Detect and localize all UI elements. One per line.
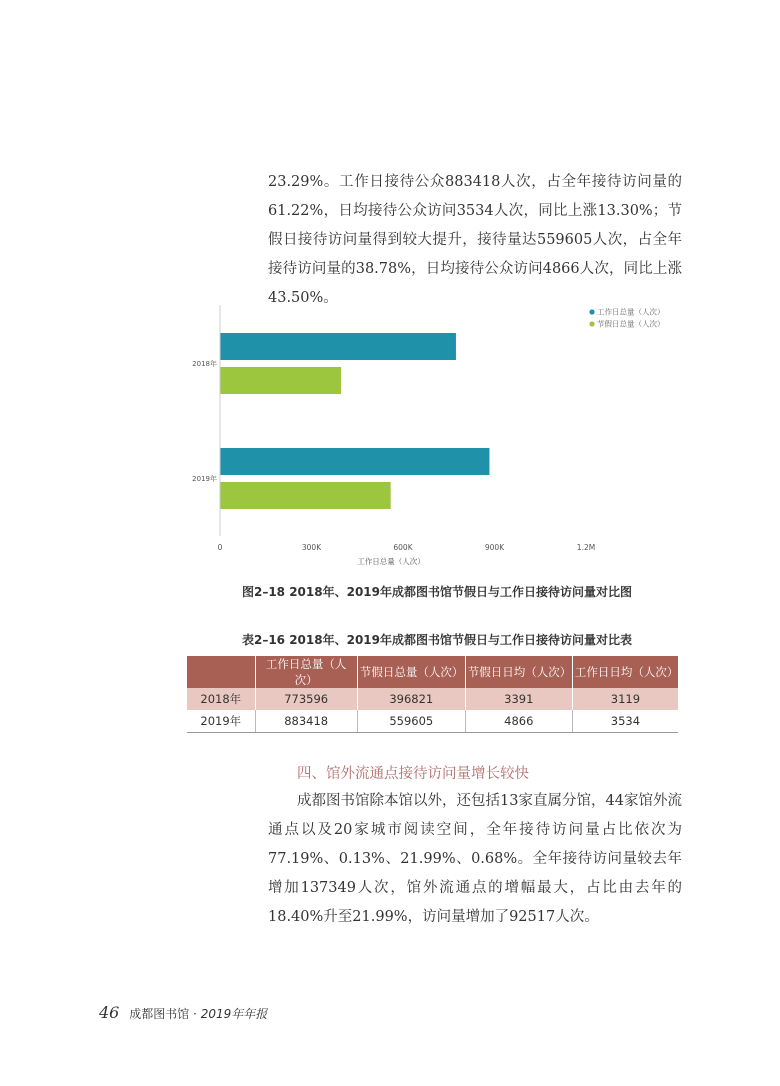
chart-bars	[220, 333, 489, 509]
chart-bar	[220, 333, 456, 360]
table-row	[187, 710, 678, 733]
legend-label: 节假日总量（人次）	[597, 319, 665, 329]
table-header-row	[187, 656, 678, 688]
table-caption: 表2–16 2018年、2019年成都图书馆节假日与工作日接待访问量对比表	[241, 633, 633, 647]
page-number: 46	[99, 1003, 120, 1022]
visit-comparison-table	[187, 656, 678, 733]
table-header-cell: 工作日日均（人次）	[572, 656, 678, 688]
x-axis-label: 工作日总量（人次）	[357, 557, 425, 566]
footer-library-name: 成都图书馆	[129, 1007, 190, 1021]
table-cell: 773596	[255, 688, 357, 710]
table-cell: 883418	[255, 710, 357, 733]
table-cell: 3391	[465, 688, 572, 710]
footer-report-title: 2019年年报	[200, 1007, 268, 1021]
section-heading: 四、馆外流通点接待访问量增长较快	[297, 766, 529, 782]
chart-bar	[220, 482, 391, 509]
legend-marker	[589, 321, 594, 326]
visit-comparison-chart	[185, 300, 685, 572]
table-header-cell	[187, 656, 255, 688]
x-tick-label: 0	[217, 543, 223, 552]
legend-label: 工作日总量（人次）	[597, 307, 665, 317]
table-cell: 2018年	[187, 688, 255, 710]
paragraph-outreach-points: 成都图书馆除本馆以外，还包括13家直属分馆，44家馆外流通点以及20家城市阅读空间，全年接待访问量占比依次为77.19%、0.13%、21.99%、0.68%。全年接待访问量较去年增加137349人次，馆外流通点的增幅最大，占比由去年的18.40%升至21.99%，访问量增加了92517人次。	[268, 793, 682, 925]
y-tick-labels	[192, 359, 217, 483]
y-tick-label: 2018年	[192, 360, 217, 368]
legend-marker	[589, 309, 594, 314]
chart-bar	[220, 448, 489, 475]
table-cell: 396821	[357, 688, 465, 710]
x-tick-label: 900K	[484, 543, 505, 552]
table-cell: 559605	[357, 710, 465, 733]
x-tick-label: 300K	[301, 543, 322, 552]
table-row	[187, 688, 678, 710]
page-footer	[99, 1003, 267, 1022]
table-cell: 3119	[572, 688, 678, 710]
x-tick-label: 600K	[393, 543, 413, 552]
paragraph-workday-holiday: 23.29%。工作日接待公众883418人次，占全年接待访问量的61.22%，日均接待公众访问3534人次，同比上涨13.30%；节假日接待访问量得到较大提升，接待量达559605人次，占全年接待访问量的38.78%，日均接待公众访问4866人次，同比上涨43.50%。	[268, 174, 682, 306]
table-cell: 4866	[465, 710, 572, 733]
table-cell: 2019年	[187, 710, 255, 733]
table-header-cell: 节假日日均（人次）	[465, 656, 572, 688]
figure-caption: 图2–18 2018年、2019年成都图书馆节假日与工作日接待访问量对比图	[241, 585, 633, 599]
x-tick-label: 1.2M	[576, 543, 596, 552]
table-header-cell: 节假日总量（人次）	[357, 656, 465, 688]
table-header-cell: 工作日总量（人次）	[255, 656, 357, 688]
footer-separator: ·	[193, 1007, 197, 1021]
y-tick-label: 2019年	[192, 475, 217, 483]
chart-bar	[220, 367, 341, 394]
x-tick-labels	[218, 543, 596, 552]
chart-legend	[589, 307, 664, 329]
table-cell: 3534	[572, 710, 678, 733]
